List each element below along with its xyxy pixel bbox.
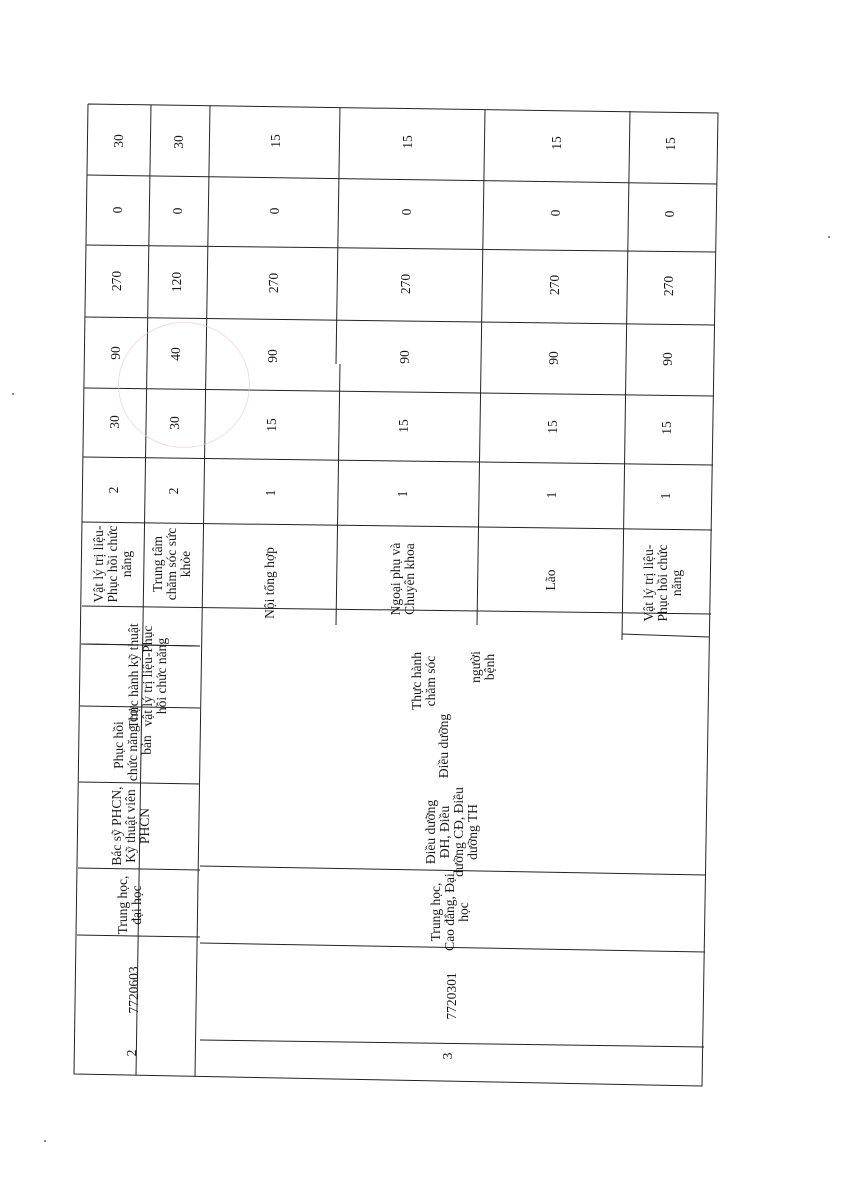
cell-value: 270 [547,274,562,296]
cell-stt: 2 [124,1049,139,1057]
cell-value: 0 [170,207,185,215]
cell-value: 15 [264,418,279,432]
cell-value: 270 [661,275,676,297]
cell-value: 30 [167,416,182,430]
cell-value: 15 [400,135,415,149]
cell-header-level: Trung học, đại học [115,875,144,935]
cell-value: 2 [106,486,121,494]
cell-department: Lão [543,569,558,591]
cell-value: 1 [395,490,410,498]
cell-value: 90 [397,350,412,364]
cell-value: 90 [108,346,123,360]
cell-value: 270 [109,270,124,292]
cell-value: 0 [399,208,414,216]
cell-value: 15 [545,420,560,434]
cell-header-course: Phục hồi chức năng cơ bản [111,708,154,782]
cell-staff: Điều dưỡng ĐH, Điều dưỡng CĐ, Điều dưỡng TH [423,787,480,877]
cell-department: Nội tổng hợp [262,547,277,619]
cell-value: 0 [548,209,563,217]
cell-module-line1: Thực hành chăm sóc [409,652,438,710]
cell-header-module: Thực hành kỹ thuật vật lý trị liệu-Phục hồi chức năng [126,623,169,729]
cell-value: 40 [168,347,183,361]
cell-value: 90 [265,349,280,363]
cell-value: 15 [549,136,564,150]
cell-value: 90 [660,352,675,366]
scan-speck [12,393,14,395]
faint-stamp-mark [118,322,250,448]
scan-speck [44,1140,46,1142]
cell-value: 15 [663,137,678,151]
cell-value: 0 [110,206,125,214]
cell-value: 2 [166,487,181,495]
cell-value: 15 [396,419,411,433]
cell-value: 1 [544,491,559,499]
cell-code: 7720603 [126,966,141,1014]
scan-speck [828,236,830,238]
cell-value: 1 [658,492,673,500]
cell-value: 270 [266,272,281,294]
cell-value: 30 [171,135,186,149]
cell-value: 90 [546,351,561,365]
cell-value: 15 [268,134,283,148]
cell-value: 15 [659,421,674,435]
cell-value: 120 [169,271,184,293]
cell-value: 0 [662,210,677,218]
cell-level: Trung học, Cao đẳng, Đại học [428,873,471,951]
cell-module-line2: người bệnh [468,651,497,683]
cell-value: 270 [398,273,413,295]
cell-value: 30 [107,415,122,429]
cell-department: Ngoại phụ và Chuyên khoa [388,542,417,616]
cell-value: 30 [111,134,126,148]
cell-value: 0 [267,207,282,215]
cell-course: Điều dưỡng [436,713,451,779]
cell-header-staff: Bác sỹ PHCN, Kỹ thuật viên PHCN [109,786,152,866]
cell-code: 7720301 [444,972,459,1020]
cell-header-department-2: Trung tâm chăm sóc sức khỏe [150,527,193,601]
cell-value: 1 [263,489,278,497]
cell-stt: 3 [440,1052,455,1060]
cell-header-department-1: Vật lý trị liệu-Phục hồi chức năng [91,525,134,603]
cell-department: Vật lý trị liệu-Phục hồi chức năng [641,544,684,622]
